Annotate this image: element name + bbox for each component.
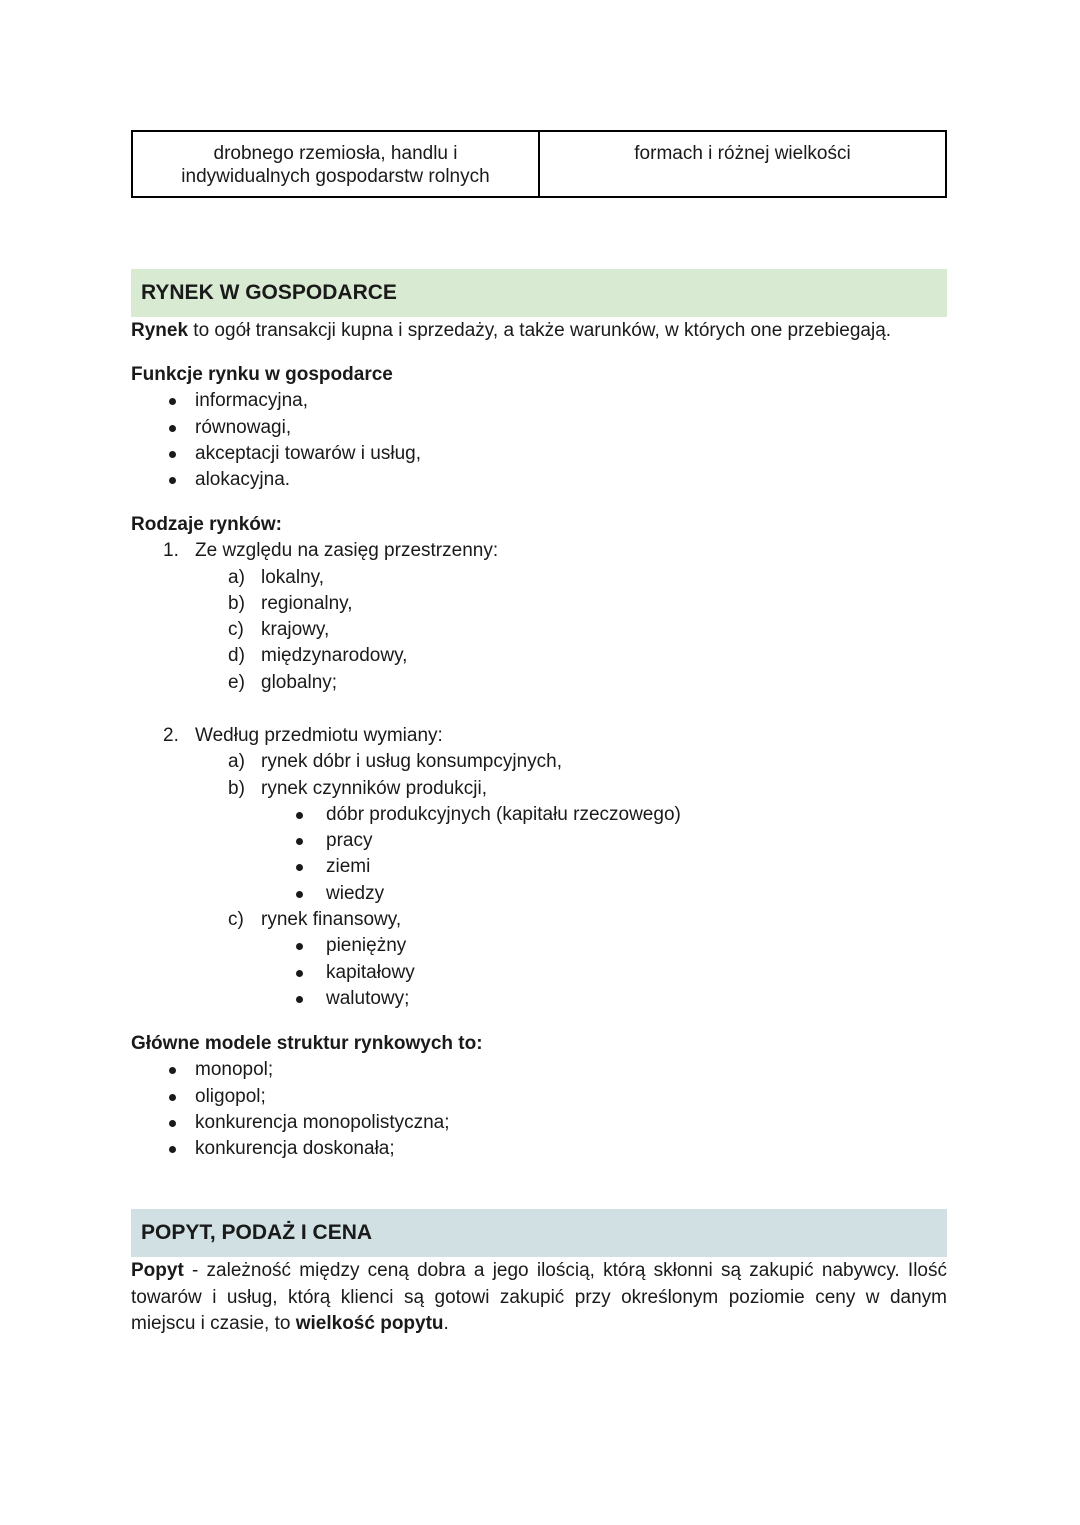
sub-list-item: pieniężny <box>131 933 947 959</box>
sub-list-item: pracy <box>131 828 947 854</box>
table-cell-right <box>539 131 946 197</box>
list-item-text: globalny; <box>261 671 338 693</box>
functions-block <box>131 362 947 493</box>
list-item-text: lokalny, <box>261 566 325 588</box>
sub-list-item: wiedzy <box>131 881 947 907</box>
list-item: akceptacji towarów i usług, <box>131 441 947 467</box>
paragraph-end: . <box>443 1313 449 1334</box>
numbered-item-label: Ze względu na zasięg przestrzenny: <box>195 540 499 562</box>
list-item: równowagi, <box>131 415 947 441</box>
table-row <box>132 131 946 197</box>
sub-list-item: dóbr produkcyjnych (kapitału rzeczowego) <box>131 802 947 828</box>
sub-list-item: kapitałowy <box>131 960 947 986</box>
list-item <box>131 643 947 669</box>
types-title: Rodzaje rynków: <box>131 514 282 535</box>
list-marker: e) <box>228 671 245 693</box>
list-item-text: krajowy, <box>261 619 330 641</box>
list-item-text: rynek dóbr i usług konsumpcyjnych, <box>261 751 562 773</box>
list-item <box>131 617 947 643</box>
table-cell-left <box>132 131 539 197</box>
rynek-definition <box>131 318 947 344</box>
list-marker: d) <box>228 645 245 667</box>
list-item: oligopol; <box>131 1084 947 1110</box>
sub-list-item: ziemi <box>131 854 947 880</box>
definition-term: Rynek <box>131 320 189 341</box>
list-item-text: regionalny, <box>261 592 353 614</box>
table-cell-line: drobnego rzemiosła, handlu i <box>213 143 458 164</box>
market-types-block <box>131 512 947 696</box>
functions-title: Funkcje rynku w gospodarce <box>131 364 393 385</box>
numbered-item-label: Według przedmiotu wymiany: <box>195 725 443 746</box>
list-marker: b) <box>228 777 245 799</box>
list-item-text: rynek czynników produkcji, <box>261 777 487 799</box>
table-cell-line: formach i różnej wielkości <box>634 143 851 164</box>
list-marker: 1. <box>163 540 179 562</box>
paragraph-text: - zależność między ceną dobra a jego ilością, którą skłonni są zakupić nabywcy. Ilość towarów i usług, którą klienci są gotowi zakupić przy określonym poziomie ceny w danym miejscu i czasie, to <box>131 1260 947 1334</box>
list-marker: a) <box>228 566 245 588</box>
definition-text: to ogół transakcji kupna i sprzedaży, a także warunków, w których one przebiegają. <box>188 320 892 341</box>
list-marker: b) <box>228 592 245 614</box>
list-item: informacyjna, <box>131 388 947 414</box>
list-item <box>131 565 947 591</box>
numbered-item-1 <box>131 538 947 564</box>
list-item <box>131 749 947 775</box>
list-item: alokacyjna. <box>131 467 947 493</box>
list-item-text: rynek finansowy, <box>261 909 402 931</box>
term-popyt: Popyt <box>131 1260 184 1281</box>
section-heading-rynek: RYNEK W GOSPODARCE <box>131 269 947 317</box>
list-item: monopol; <box>131 1057 947 1083</box>
section-heading-popyt: POPYT, PODAŻ I CENA <box>131 1209 947 1257</box>
list-marker: c) <box>228 909 244 931</box>
list-item <box>131 776 947 802</box>
list-item <box>131 907 947 933</box>
list-marker: a) <box>228 751 245 773</box>
popyt-paragraph <box>131 1258 947 1338</box>
list-item <box>131 670 947 696</box>
sub-list-item: walutowy; <box>131 986 947 1012</box>
term-wielkosc-popytu: wielkość popytu <box>295 1313 444 1334</box>
models-title: Główne modele struktur rynkowych to: <box>131 1033 483 1054</box>
list-marker: c) <box>228 619 244 641</box>
continuation-table <box>131 130 947 198</box>
list-item-text: międzynarodowy, <box>261 645 408 667</box>
table-cell-line: indywidualnych gospodarstw rolnych <box>181 166 490 187</box>
list-item: konkurencja monopolistyczna; <box>131 1110 947 1136</box>
list-item <box>131 591 947 617</box>
numbered-item-2 <box>131 723 947 749</box>
models-block <box>131 1031 947 1162</box>
market-types-2-block <box>131 723 947 1012</box>
list-item: konkurencja doskonała; <box>131 1136 947 1162</box>
list-marker: 2. <box>163 725 179 746</box>
